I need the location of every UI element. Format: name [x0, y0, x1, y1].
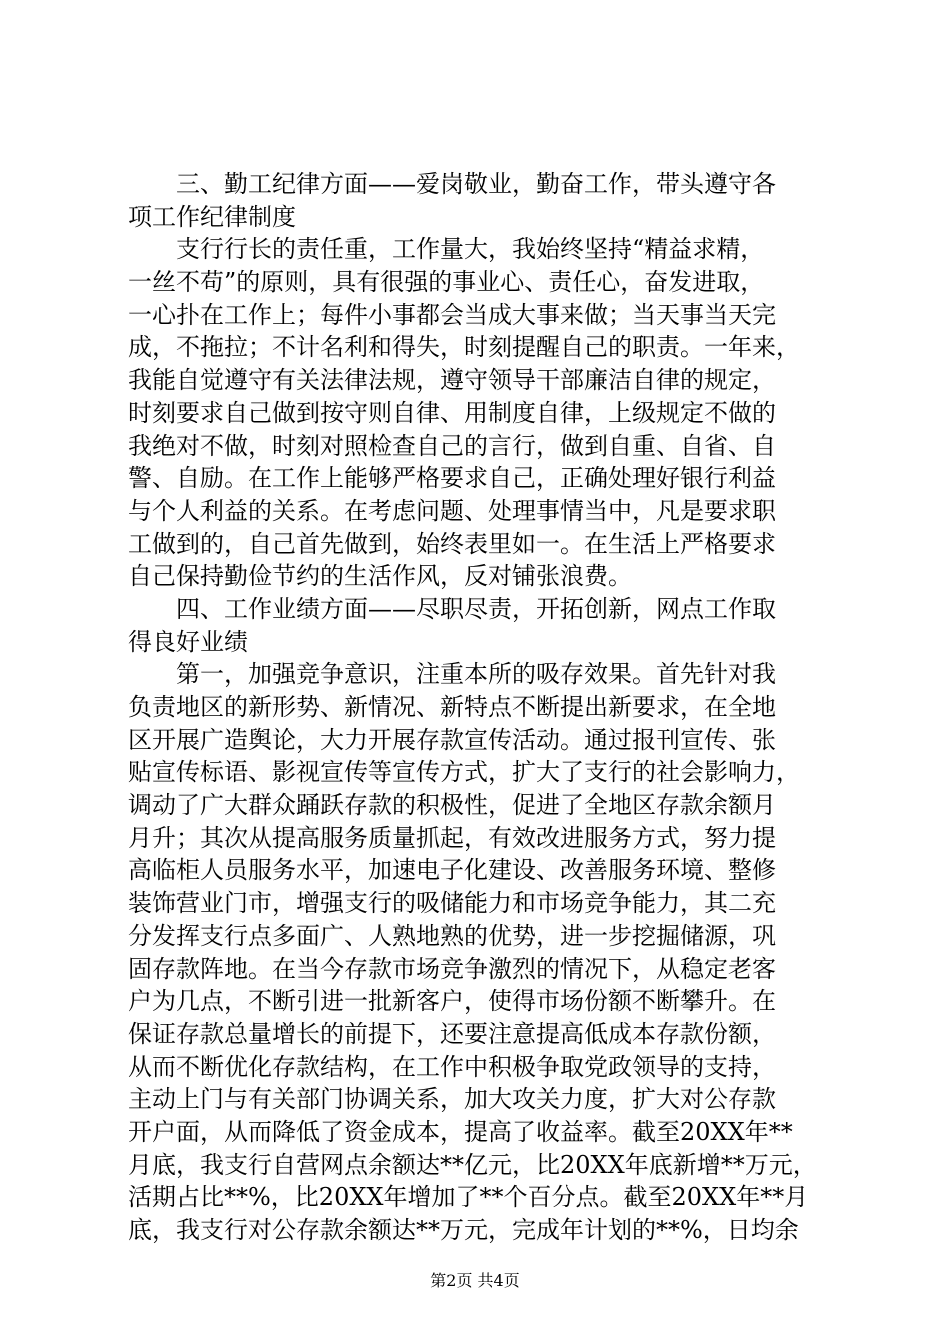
text-line: 从而不断优化存款结构，在工作中积极争取党政领导的支持， [128, 1052, 776, 1081]
text-line: 成，不拖拉；不计名利和得失，时刻提醒自己的职责。一年来， [128, 333, 800, 362]
text-line: 活期占比**%，比20XX年增加了**个百分点。截至20XX年**月 [128, 1183, 809, 1212]
text-line: 我绝对不做，时刻对照检查自己的言行，做到自重、自省、自 [128, 431, 776, 460]
text-line: 项工作纪律制度 [128, 202, 296, 231]
text-line: 调动了广大群众踊跃存款的积极性，促进了全地区存款余额月 [128, 791, 776, 820]
section-heading-3: 三、勤工纪律方面——爱岗敬业，勤奋工作，带头遵守各 [176, 170, 776, 198]
text-line: 警、自励。在工作上能够严格要求自己，正确处理好银行利益 [128, 464, 776, 493]
page-footer [0, 1270, 950, 1292]
page-number-label: 第2页 共4页 [430, 1271, 520, 1290]
text-line: 自己保持勤俭节约的生活作风，反对铺张浪费。 [128, 562, 632, 591]
text-line: 时刻要求自己做到按守则自律、用制度自律，上级规定不做的 [128, 398, 776, 427]
document-body [128, 168, 838, 1247]
paragraph-start: 支行行长的责任重，工作量大，我始终坚持“精益求精， [176, 235, 765, 264]
text-line: 月底，我支行自营网点余额达**亿元，比20XX年底新增**万元， [128, 1150, 817, 1179]
section-heading-4: 四、工作业绩方面——尽职尽责，开拓创新，网点工作取 [176, 594, 776, 623]
text-line: 装饰营业门市，增强支行的吸储能力和市场竞争能力，其二充 [128, 889, 776, 918]
text-line: 得良好业绩 [128, 627, 248, 656]
text-line: 负责地区的新形势、新情况、新特点不断提出新要求，在全地 [128, 693, 776, 721]
text-line: 贴宣传标语、影视宣传等宣传方式，扩大了支行的社会影响力， [128, 758, 800, 787]
text-line: 我能自觉遵守有关法律法规，遵守领导干部廉洁自律的规定， [128, 366, 776, 395]
text-line: 一丝不苟”的原则，具有很强的事业心、责任心，奋发进取， [128, 268, 765, 297]
text-line: 一心扑在工作上；每件小事都会当成大事来做；当天事当天完 [128, 300, 776, 329]
text-line: 与个人利益的关系。在考虑问题、处理事情当中，凡是要求职 [128, 496, 776, 525]
text-line: 固存款阵地。在当今存款市场竞争激烈的情况下，从稳定老客 [128, 954, 776, 983]
paragraph-start: 第一，加强竞争意识，注重本所的吸存效果。首先针对我 [176, 660, 776, 689]
text-line: 户为几点，不断引进一批新客户，使得市场份额不断攀升。在 [128, 987, 776, 1016]
text-line: 开户面，从而降低了资金成本，提高了收益率。截至20XX年** [128, 1117, 793, 1146]
text-line: 分发挥支行点多面广、人熟地熟的优势，进一步挖掘储源，巩 [128, 921, 776, 950]
text-line: 月升；其次从提高服务质量抓起，有效改进服务方式，努力提 [128, 823, 776, 852]
text-line: 底，我支行对公存款余额达**万元，完成年计划的**%，日均余 [128, 1216, 799, 1244]
text-line: 工做到的，自己首先做到，始终表里如一。在生活上严格要求 [128, 529, 776, 558]
text-line: 高临柜人员服务水平，加速电子化建设、改善服务环境、整修 [128, 856, 776, 885]
text-line: 区开展广造舆论，大力开展存款宣传活动。通过报刊宣传、张 [128, 725, 776, 754]
text-line: 保证存款总量增长的前提下，还要注意提高低成本存款份额， [128, 1019, 776, 1048]
text-line: 主动上门与有关部门协调关系，加大攻关力度，扩大对公存款 [128, 1085, 776, 1114]
